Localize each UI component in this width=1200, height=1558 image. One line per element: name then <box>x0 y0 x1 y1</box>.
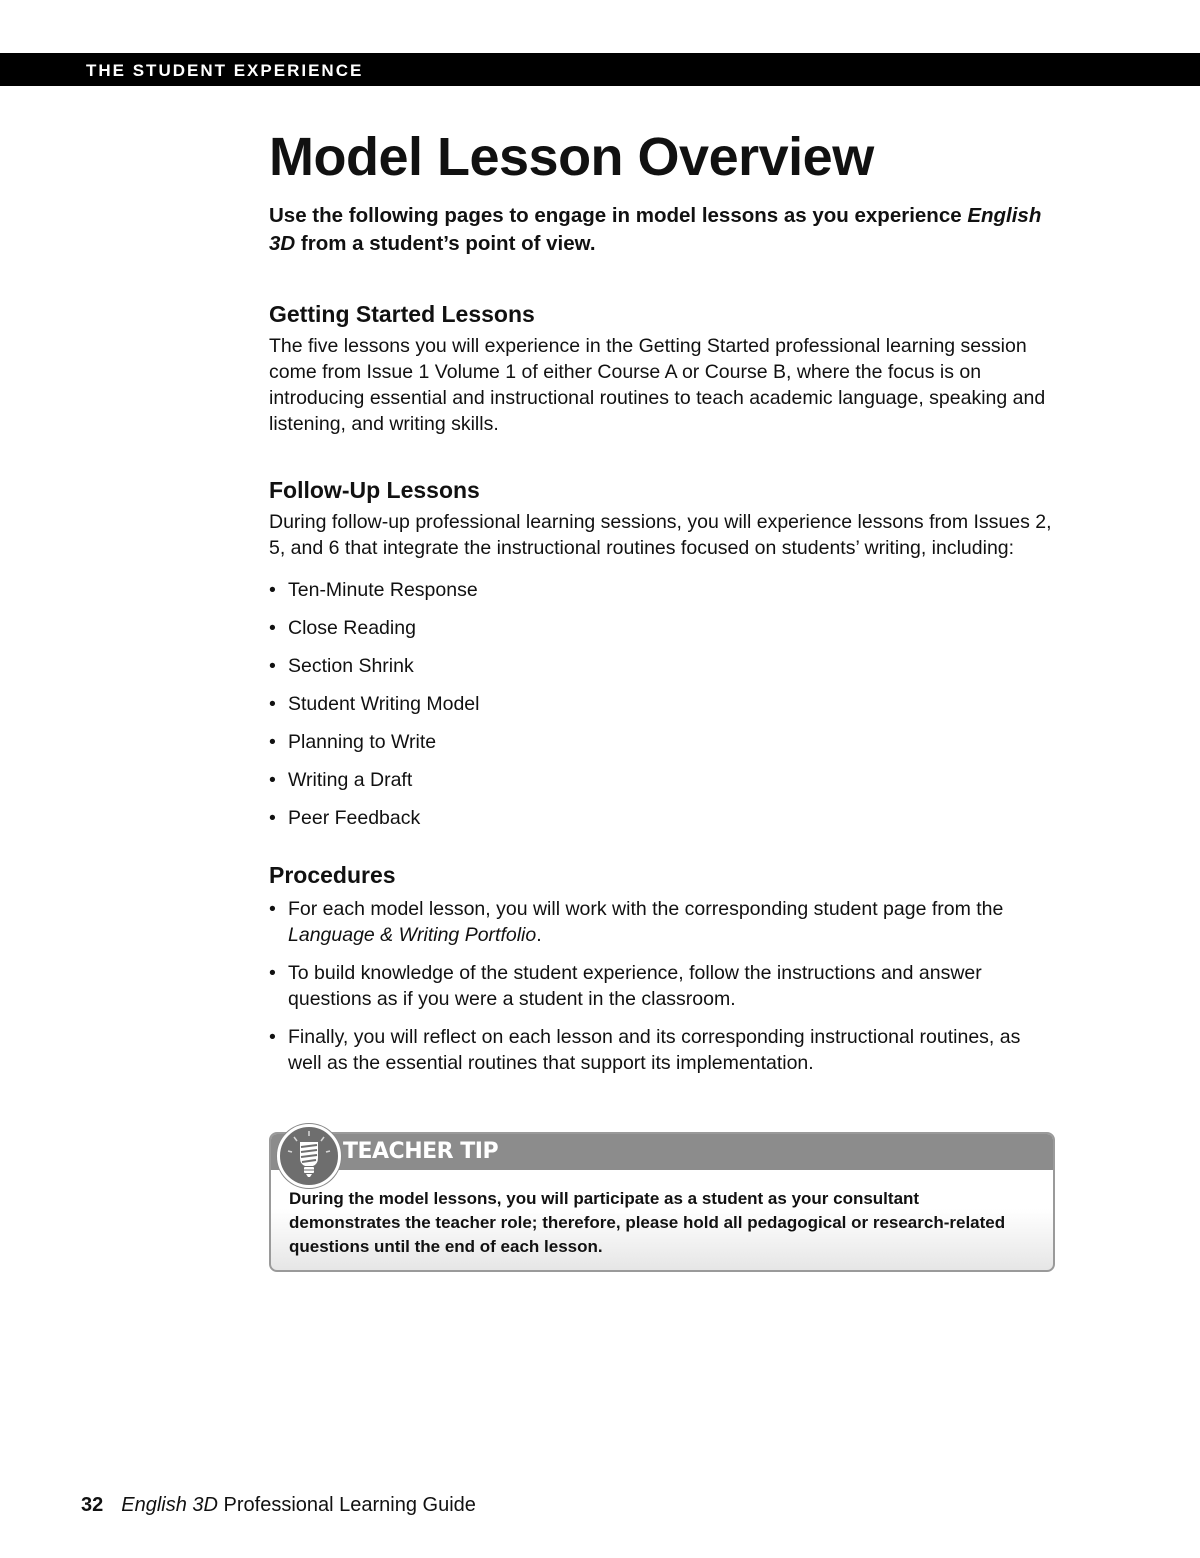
list-item: • Close Reading <box>269 615 1059 641</box>
getting-started-section <box>269 299 1059 437</box>
intro-text-part: from a student’s point of view. <box>295 232 596 255</box>
list-item: • Ten-Minute Response <box>269 577 1059 603</box>
page-footer <box>81 1494 476 1517</box>
list-item: • Section Shrink <box>269 653 1059 679</box>
follow-up-body: During follow-up professional learning sessions, you will experience lessons from Issues 2, 5, and 6 that integrate the instructional routines focused on students’ writing, including: <box>269 511 1052 559</box>
intro-book-title: English 3D <box>269 204 1042 255</box>
procedures-section <box>269 860 1059 1076</box>
teacher-tip-title: TEACHER TIP <box>343 1139 499 1164</box>
intro-text-part: Use the following pages to engage in model lessons as you experience <box>269 204 968 227</box>
intro-text <box>269 202 1059 258</box>
getting-started-heading: Getting Started Lessons <box>269 301 535 327</box>
follow-up-section <box>269 475 1059 831</box>
teacher-tip-box <box>269 1132 1055 1272</box>
list-item: • Peer Feedback <box>269 805 1059 831</box>
getting-started-body: The five lessons you will experience in the Getting Started professional learning session come from Issue 1 Volume 1 of either Course A or Course B, where the focus is on introducing essential and instructional routines to teach academic language, speaking and listening, and writing skills. <box>269 335 1046 435</box>
page-number: 32 <box>81 1494 104 1516</box>
list-item: • Planning to Write <box>269 729 1059 755</box>
procedures-heading: Procedures <box>269 862 396 888</box>
teacher-tip-text: During the model lessons, you will participate as a student as your consultant demonstrates the teacher role; therefore, please hold all pedagogical or research-related questions until the end of each lesson. <box>289 1189 1006 1256</box>
teacher-tip-header <box>271 1134 1053 1170</box>
portfolio-title: Language & Writing Portfolio <box>288 924 537 946</box>
follow-up-heading: Follow-Up Lessons <box>269 477 480 503</box>
lightbulb-icon <box>277 1124 341 1188</box>
follow-up-list <box>269 577 1059 831</box>
list-item: • To build knowledge of the student experience, follow the instructions and answer questions as if you were a student in the classroom. <box>269 960 1059 1012</box>
footer-book-subtitle: Professional Learning Guide <box>217 1494 476 1516</box>
main-content <box>269 126 1059 1088</box>
procedure-text: . <box>536 924 542 946</box>
section-header-label: THE STUDENT EXPERIENCE <box>86 61 364 80</box>
list-item: • Writing a Draft <box>269 767 1059 793</box>
section-header-bar <box>0 53 1200 86</box>
procedures-list <box>269 896 1059 1076</box>
list-item: • Student Writing Model <box>269 691 1059 717</box>
list-item: • Finally, you will reflect on each lesson and its corresponding instructional routines, as well as the essential routines that support its implementation. <box>269 1024 1059 1076</box>
footer-book-title: English 3D <box>121 1494 218 1516</box>
procedure-text: For each model lesson, you will work with the corresponding student page from the <box>288 898 1004 920</box>
page-title: Model Lesson Overview <box>269 127 874 187</box>
list-item <box>269 896 1059 948</box>
